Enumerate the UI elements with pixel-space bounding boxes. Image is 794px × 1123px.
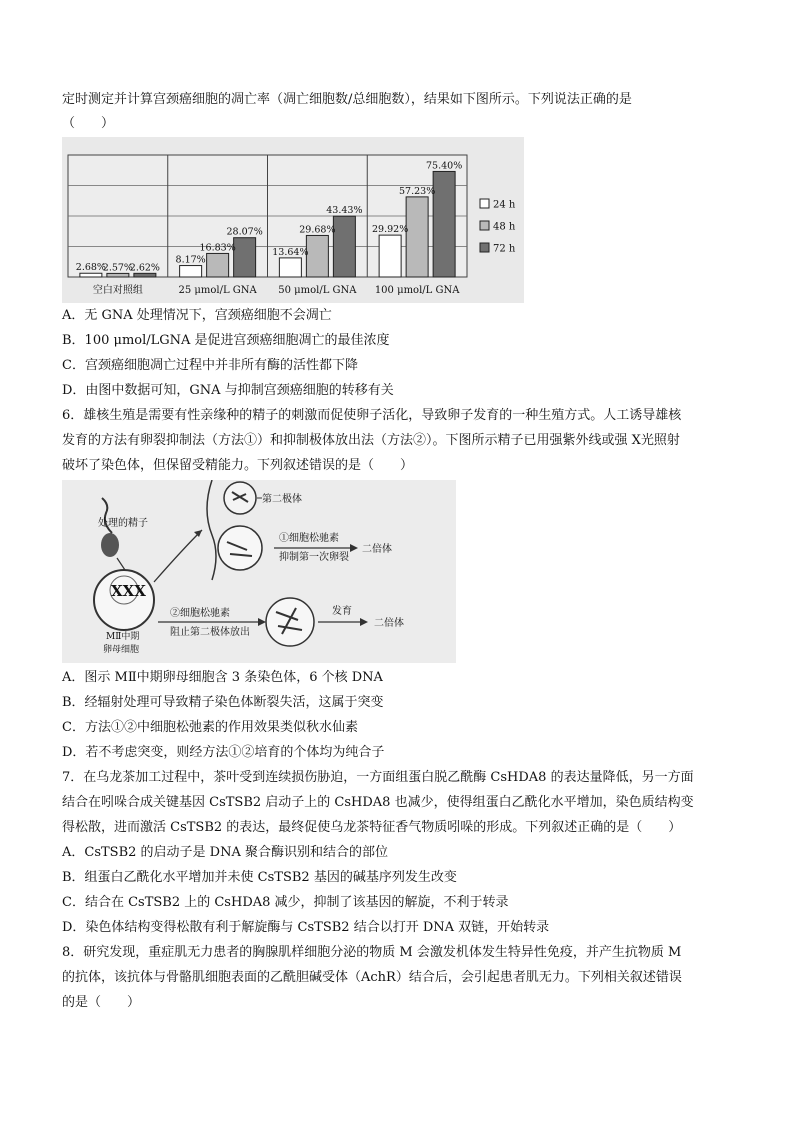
q7-stem-3: 得松散，进而激活 CsTSB2 的表达，最终促使乌龙茶特征香气物质吲哚的形成。下列叙述正确的是（ ） <box>62 820 682 835</box>
data-label-0-1: 8.17% <box>175 254 206 266</box>
bar-0-1 <box>180 266 202 277</box>
bar-0-0 <box>80 273 102 277</box>
oocyte-label-2: 卵母细胞 <box>103 645 140 655</box>
data-label-1-3: 57.23% <box>399 185 436 197</box>
q5-option-c: C．宫颈癌细胞凋亡过程中并非所有酶的活性都下降 <box>62 358 358 373</box>
chromosome-glyph: XXX <box>111 582 146 600</box>
bar-0-2 <box>279 258 301 277</box>
brace <box>207 480 216 580</box>
q6-stem-3: 破坏了染色体，但保留受精能力。下列叙述错误的是（ ） <box>62 458 414 473</box>
category-label-2: 50 μmol/L GNA <box>278 285 357 296</box>
zygote-method2 <box>266 598 314 646</box>
q8-stem-2: 的抗体，该抗体与骨骼肌细胞表面的乙酰胆碱受体（AchR）结合后，会引起患者肌无力。下列相关叙述错误 <box>62 970 682 985</box>
bar-2-2 <box>333 216 355 277</box>
method2-label-1: ②细胞松驰素 <box>170 608 230 619</box>
data-label-1-1: 16.83% <box>199 242 236 254</box>
sperm-label: 处理的精子 <box>98 518 148 529</box>
develop-label: 发育 <box>332 606 352 617</box>
q7-stem-1: 7．在乌龙茶加工过程中，茶叶受到连续损伤胁迫，一方面组蛋白脱乙酰酶 CsHDA8 的表达量降低，另一方面 <box>62 770 694 785</box>
data-label-2-0: 2.62% <box>129 262 160 274</box>
q6-option-b: B．经辐射处理可导致精子染色体断裂失活，这属于突变 <box>62 695 384 710</box>
q7-stem-2: 结合在吲哚合成关键基因 CsTSB2 启动子上的 CsHDA8 也减少，使得组蛋白乙酰化水平增加，染色质结构变 <box>62 795 694 810</box>
legend-label-1: 48 h <box>493 221 516 233</box>
legend-swatch-0 <box>480 199 489 208</box>
androgenesis-diagram <box>62 480 456 663</box>
q8-stem-1: 8．研究发现，重症肌无力患者的胸腺肌样细胞分泌的物质 M 会激发机体发生特异性免疫，并产生抗物质 M <box>62 945 682 960</box>
bar-chart-figure <box>62 137 524 303</box>
bar-2-3 <box>433 171 455 277</box>
bar-2-0 <box>134 273 156 277</box>
intro-line-2: （ ） <box>62 116 115 131</box>
legend-swatch-2 <box>480 243 489 252</box>
polar-body-label: 第二极体 <box>262 494 302 505</box>
oocyte-label-1: MⅡ中期 <box>106 632 140 642</box>
bar-0-3 <box>379 235 401 277</box>
method1-label-1: ①细胞松驰素 <box>279 533 339 544</box>
method1-label-2: 抑制第一次卵裂 <box>279 552 349 563</box>
q5-option-a: A．无 GNA 处理情况下，宫颈癌细胞不会凋亡 <box>62 308 332 323</box>
q6-stem-2: 发育的方法有卵裂抑制法（方法①）和抑制极体放出法（方法②）。下图所示精子已用强紫外线或强 X光照射 <box>62 433 680 448</box>
method2-result: 二倍体 <box>374 618 404 629</box>
q6-option-c: C．方法①②中细胞松弛素的作用效果类似秋水仙素 <box>62 720 358 735</box>
legend-swatch-1 <box>480 221 489 230</box>
q7-option-a: A．CsTSB2 的启动子是 DNA 聚合酶识别和结合的部位 <box>62 845 388 860</box>
oocyte-cell <box>94 570 154 630</box>
q6-option-d: D．若不考虑突变，则经方法①②培育的个体均为纯合子 <box>62 745 385 760</box>
bar-1-3 <box>406 197 428 277</box>
category-label-3: 100 μmol/L GNA <box>374 285 460 296</box>
chart-category-labels <box>93 283 460 296</box>
data-label-2-1: 28.07% <box>226 226 263 238</box>
bar-chart <box>62 137 524 303</box>
legend-label-2: 72 h <box>493 243 516 255</box>
data-label-0-3: 29.92% <box>372 224 409 236</box>
sperm-head <box>101 533 119 557</box>
q7-option-c: C．结合在 CsTSB2 上的 CsHDA8 减少，抑制了该基因的解旋，不利于转录 <box>62 895 509 910</box>
method1-result: 二倍体 <box>362 544 392 555</box>
method2-label-2: 阻止第二极体放出 <box>170 627 250 638</box>
data-label-1-2: 29.68% <box>299 224 336 236</box>
data-label-0-2: 13.64% <box>272 246 309 258</box>
q5-option-b: B．100 μmol/LGNA 是促进宫颈癌细胞凋亡的最佳浓度 <box>62 333 390 348</box>
q5-option-d: D．由图中数据可知，GNA 与抑制宫颈癌细胞的转移有关 <box>62 383 394 398</box>
category-label-1: 25 μmol/L GNA <box>178 285 257 296</box>
data-label-2-2: 43.43% <box>326 205 363 217</box>
data-label-1-0: 2.57% <box>102 262 133 274</box>
chart-legend <box>480 199 516 255</box>
legend-label-0: 24 h <box>493 199 516 211</box>
q6-option-a: A．图示 MⅡ中期卵母细胞含 3 条染色体，6 个核 DNA <box>62 670 383 685</box>
bar-2-1 <box>234 238 256 277</box>
intro-line-1: 定时测定并计算宫颈癌细胞的凋亡率（凋亡细胞数/总细胞数），结果如下图所示。下列说法正确的是 <box>62 92 632 107</box>
q6-stem-1: 6．雄核生殖是需要有性亲缘种的精子的刺激而促使卵子活化，导致卵子发育的一种生殖方式。人工诱导雄核 <box>62 408 682 423</box>
category-label-0: 空白对照组 <box>92 285 143 296</box>
q7-option-b: B．组蛋白乙酰化水平增加并未使 CsTSB2 基因的碱基序列发生改变 <box>62 870 457 885</box>
q8-stem-3: 的是（ ） <box>62 995 141 1010</box>
data-label-2-3: 75.40% <box>426 160 463 172</box>
data-label-0-0: 2.68% <box>75 262 106 274</box>
bar-1-2 <box>306 235 328 277</box>
bar-1-1 <box>207 253 229 277</box>
q7-option-d: D．染色体结构变得松散有利于解旋酶与 CsTSB2 结合以打开 DNA 双链，开始转录 <box>62 920 550 935</box>
bar-1-0 <box>107 273 129 277</box>
